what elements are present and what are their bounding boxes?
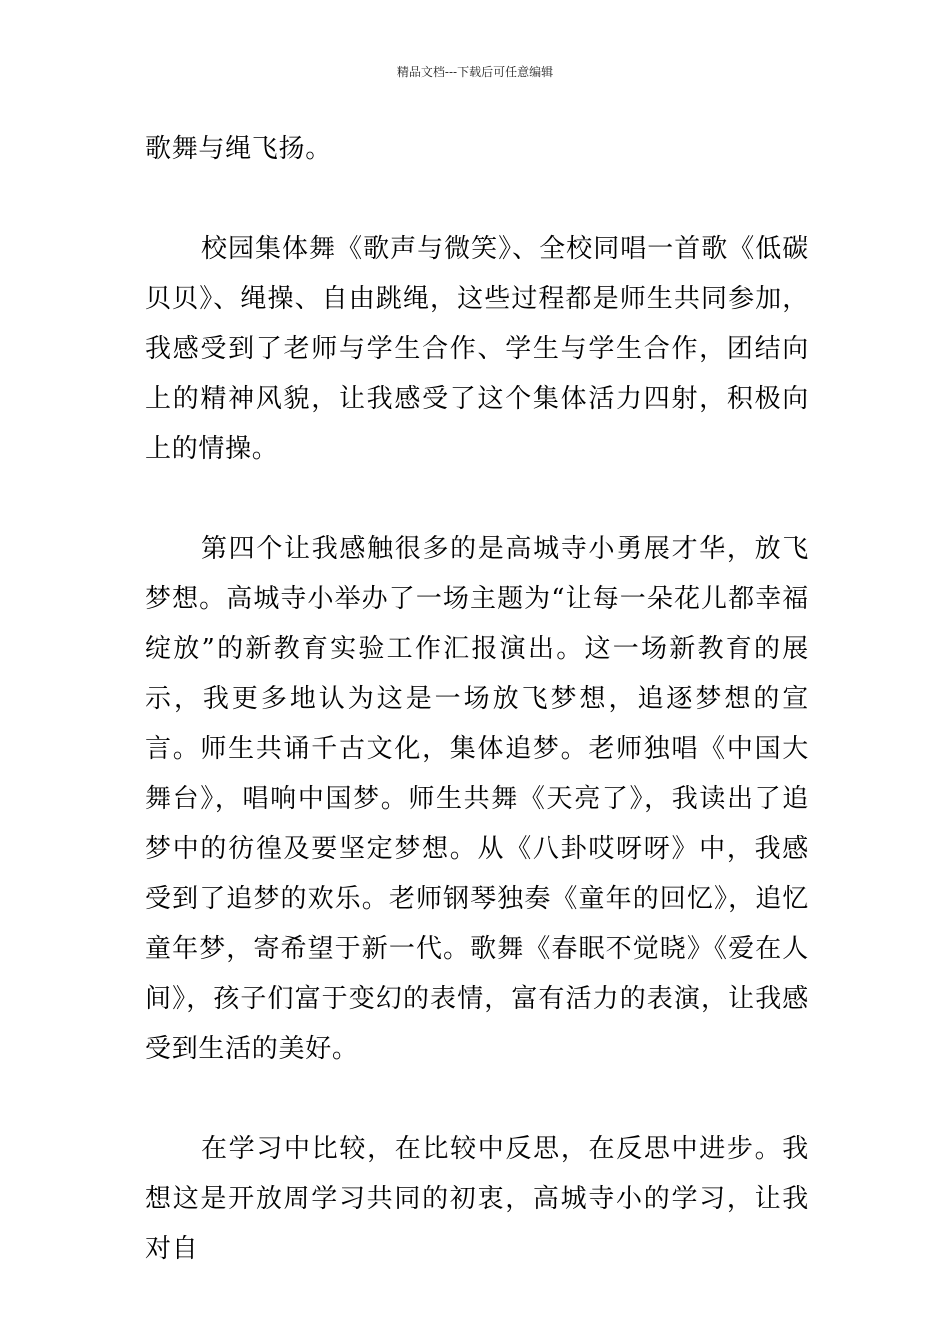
paragraph-continuation: 歌舞与绳飞扬。 bbox=[145, 134, 332, 164]
paragraph-reflection: 在学习中比较，在比较中反思，在反思中进步。我想这是开放周学习共同的初衷，高城寺小的学习，让我对自 bbox=[145, 1134, 809, 1264]
page-header: 精品文档---下载后可任意编辑 bbox=[396, 65, 554, 79]
paragraph-campus-activities: 校园集体舞《歌声与微笑》、全校同唱一首歌《低碳贝贝》、绳操、自由跳绳，这些过程都是师生共同参加，我感受到了老师与学生合作、学生与学生合作，团结向上的精神风貌，让我感受了这个集体活力四射，积极向上的情操。 bbox=[145, 234, 809, 464]
document-body bbox=[145, 124, 809, 1274]
paragraph-dream-performance: 第四个让我感触很多的是高城寺小勇展才华，放飞梦想。高城寺小举办了一场主题为“让每一朵花儿都幸福绽放”的新教育实验工作汇报演出。这一场新教育的展示，我更多地认为这是一场放飞梦想，追逐梦想的宣言。师生共诵千古文化，集体追梦。老师独唱《中国大舞台》，唱响中国梦。师生共舞《天亮了》，我读出了追梦中的彷徨及要坚定梦想。从《八卦哎呀呀》中，我感受到了追梦的欢乐。老师钢琴独奏《童年的回忆》，追忆童年梦，寄希望于新一代。歌舞《春眠不觉晓》《爱在人间》，孩子们富于变幻的表情，富有活力的表演，让我感受到生活的美好。 bbox=[145, 534, 809, 1064]
